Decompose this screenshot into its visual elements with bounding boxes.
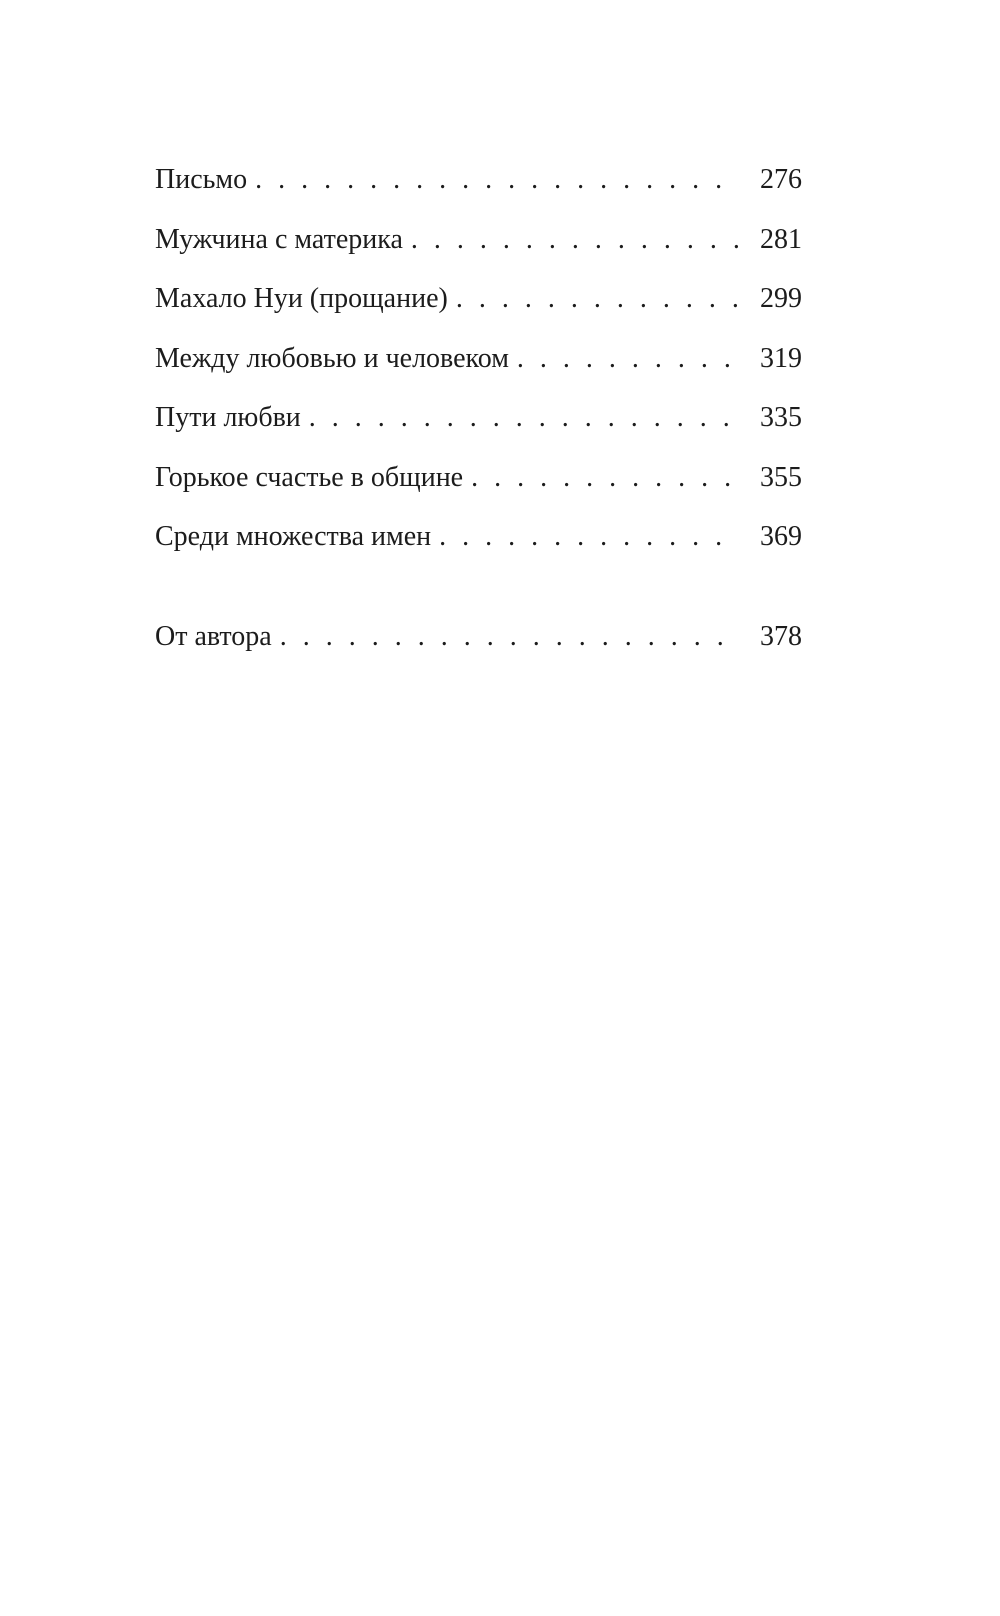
toc-entry-title: Махало Нуи (прощание): [155, 283, 448, 314]
toc-entry-title: Пути любви: [155, 402, 301, 433]
toc-entry: [155, 150, 802, 210]
toc-dot-leader: [255, 150, 740, 210]
toc-dot-leader: [309, 388, 740, 448]
toc-entry-title: Мужчина с материка: [155, 223, 403, 255]
toc-entry-title: Между любовью и человеком: [155, 342, 509, 374]
table-of-contents: [155, 150, 802, 666]
toc-entry-title: Среди множества имен: [155, 521, 432, 552]
toc-entry: [155, 269, 802, 329]
toc-entry-page: 319: [760, 342, 802, 374]
toc-entry: [155, 448, 802, 508]
toc-entry: [155, 210, 802, 270]
toc-dot-leader: [411, 210, 740, 270]
toc-entry-page: 335: [760, 402, 802, 433]
toc-entry-page: 355: [760, 461, 802, 493]
toc-entry: [155, 607, 802, 667]
toc-entry-page: 299: [760, 283, 802, 314]
toc-dot-leader: [439, 507, 740, 567]
toc-dot-leader: [456, 269, 740, 329]
toc-entry-page: 276: [760, 164, 802, 195]
toc-entry: [155, 329, 802, 389]
toc-entry: [155, 507, 802, 567]
toc-dot-leader: [517, 329, 740, 389]
toc-entry-page: 281: [760, 223, 802, 255]
toc-entry-title: От автора: [155, 620, 272, 652]
toc-entry-page: 369: [760, 521, 802, 552]
toc-entry: [155, 388, 802, 448]
toc-entry-title: Горькое счастье в общине: [155, 461, 464, 493]
toc-entry-page: 378: [760, 620, 802, 652]
toc-entry-title: Письмо: [155, 164, 248, 195]
toc-dot-leader: [471, 448, 740, 508]
toc-dot-leader: [280, 607, 740, 667]
